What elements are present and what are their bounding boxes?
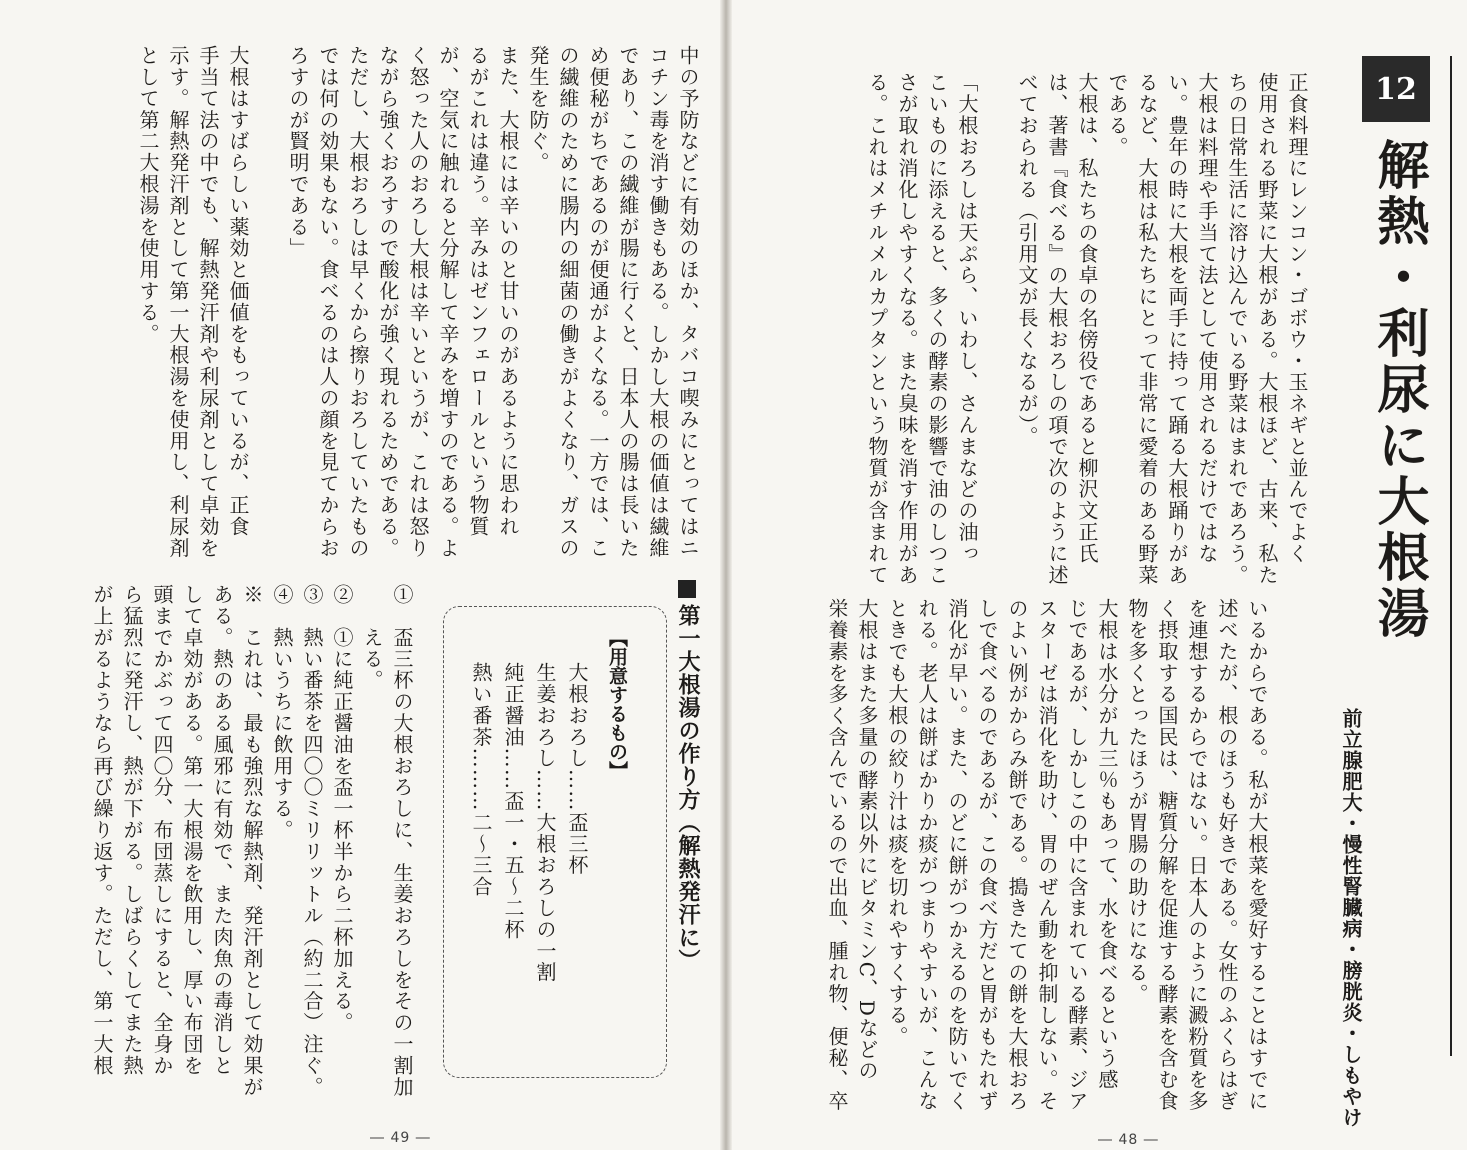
page-folio-49: ― 49 ― xyxy=(370,1130,431,1146)
text-line: ② ①に純正醤油を盃一杯半から二杯加える。 xyxy=(330,584,354,1034)
left-upper-text xyxy=(133,45,703,559)
right-lower-text xyxy=(822,598,1272,1112)
chapter-rule xyxy=(1450,56,1452,1056)
text-line: が、空気に触れると分解して辛みを増すのである。よ xyxy=(436,45,460,559)
text-line: 示す。解熱発汗剤として第一大根湯を使用し、利尿剤 xyxy=(166,45,190,559)
text-line: しで食べるのであるが、この食べ方だと胃がもたれず xyxy=(975,598,999,1112)
text-line: のよい例がからみ餅である。搗きたての餅を大根おろ xyxy=(1005,598,1029,1112)
text-line: では何の効果もない。食べるのは人の顔を見てからお xyxy=(316,45,340,559)
text-line: が上がるようなら再び繰り返す。ただし、第一大根 xyxy=(90,584,114,1077)
recipe-heading xyxy=(672,580,702,972)
indication-subtitle: 前立腺肥大・慢性腎臓病・膀胱炎・しもやけ xyxy=(1339,708,1363,1128)
text-line: ら猛烈に発汗し、熱が下がる。しばらくしてまた熱 xyxy=(120,584,144,1077)
text-line: ろすのが賢明である」 xyxy=(286,45,310,259)
text-line: るがこれは違う。辛みはゼンフェロールという物質 xyxy=(466,45,490,538)
text-line: を連想するからではない。日本人のように澱粉質を多 xyxy=(1185,598,1209,1112)
ingredient-item: 生姜おろし……大根おろしの一割 xyxy=(533,662,557,983)
text-line: また、大根には辛いのと甘いのがあるように思われ xyxy=(496,45,520,538)
text-line: く摂取する国民は、糖質分解を促進する酵素を含む食 xyxy=(1155,598,1179,1112)
text-line: 述べたが、根のほうも好きである。女性のふくらはぎ xyxy=(1215,598,1239,1112)
ingredient-item: 純正醤油……盃一・五〜二杯 xyxy=(501,662,525,941)
text-line: 大根は水分が九三％もあって、水を食べるという感 xyxy=(1095,598,1119,1091)
square-bullet-icon xyxy=(678,580,696,598)
text-line: える。 xyxy=(360,584,384,691)
text-line: 頭までかぶって四〇分、布団蒸しにすると、全身か xyxy=(150,584,174,1077)
text-line: ながら強くおろすので酸化が強く現れるためである。 xyxy=(376,45,400,559)
text-line: 使用される野菜に大根がある。大根ほど、古来、私た xyxy=(1255,72,1279,586)
text-line: め便秘がちであるのが便通がよくなる。一方では、こ xyxy=(586,45,610,559)
right-upper-text xyxy=(862,72,1312,586)
text-line: ※ これは、最も強烈な解熱剤、発汗剤として効果が xyxy=(240,584,264,1098)
text-line: である。 xyxy=(1105,72,1129,158)
text-line: ときでも大根の絞り汁は痰を切れやすくする。 xyxy=(885,598,909,1048)
text-line: れる。老人は餅ばかりか痰がつまりやすいが、こんな xyxy=(915,598,939,1112)
recipe-heading-text: 第一大根湯の作り方（解熱発汗に） xyxy=(675,604,700,972)
text-line: スターゼは消化を助け、胃のぜん動を抑制しない。そ xyxy=(1035,598,1059,1112)
text-line: 中の予防などに有効のほか、タバコ喫みにとってはニ xyxy=(676,45,700,559)
text-line: として第二大根湯を使用する。 xyxy=(136,45,160,345)
text-line: 物を多くとったほうが胃腸の助けになる。 xyxy=(1125,598,1149,1005)
text-line: 大根はまた多量の酵素以外にビタミンC、Dなどの xyxy=(855,598,879,1082)
text-line: く怒った人のおろし大根は辛いというが、これは怒り xyxy=(406,45,430,559)
text-line: い。豊年の時に大根を両手に持って踊る大根踊りがあ xyxy=(1165,72,1189,586)
text-line: 大根は料理や手当て法として使用されるだけではな xyxy=(1195,72,1219,565)
text-line: ある。熱のある風邪に有効で、また肉魚の毒消しと xyxy=(210,584,234,1077)
text-line: 手当て法の中でも、解熱発汗剤や利尿剤として卓効を xyxy=(196,45,220,559)
text-line: ちの日常生活に溶け込んでいる野菜はまれであろう。 xyxy=(1225,72,1249,586)
text-line: さが取れ消化しやすくなる。また臭味を消す作用があ xyxy=(895,72,919,586)
text-line xyxy=(982,72,1012,572)
recipe-steps xyxy=(87,584,417,1098)
text-line: る。これはメチルメルカプタンという物質が含まれて xyxy=(865,72,889,586)
page-folio-48: ― 48 ― xyxy=(1098,1132,1159,1148)
ingredient-item: 大根おろし……盃三杯 xyxy=(565,662,589,876)
text-line: ① 盃三杯の大根おろしに、生姜おろしをその一割加 xyxy=(390,584,414,1098)
ingredient-item: 熱い番茶………二〜三合 xyxy=(469,662,493,898)
text-line: 大根は、私たちの食卓の名傍役であると柳沢文正氏 xyxy=(1075,72,1099,565)
text-line: であり、この繊維が腸に行くと、日本人の腸は長いた xyxy=(616,45,640,559)
text-line: ④ 熱いうちに飲用する。 xyxy=(270,584,294,841)
chapter-number-badge: 12 xyxy=(1362,56,1430,122)
text-line: 「大根おろしは天ぷら、いわし、さんまなどの油っ xyxy=(955,72,979,565)
book-gutter xyxy=(720,0,732,1150)
text-line: べておられる（引用文が長くなるが）。 xyxy=(1015,72,1039,448)
text-line: 大根はすばらしい薬効と価値をもっているが、正食 xyxy=(226,45,250,538)
text-line: 消化が早い。また、のどに餅がつかえるのを防いでく xyxy=(945,598,969,1112)
text-line: コチン毒を消す働きもある。しかし大根の価値は繊維 xyxy=(646,45,670,559)
text-line: は、著書『食べる』の大根おろしの項で次のように述 xyxy=(1045,72,1069,586)
text-line: 栄養素を多く含んでいるので出血、腫れ物、便秘、卒 xyxy=(825,598,849,1112)
chapter-title: 解熱・利尿に大根湯 xyxy=(1368,138,1428,642)
text-line: 正食料理にレンコン・ゴボウ・玉ネギと並んでよく xyxy=(1285,72,1309,565)
text-line: こいものに添えると、多くの酵素の影響で油のしつこ xyxy=(925,72,949,586)
text-line: ただし、大根おろしは早くから擦りおろしていたもの xyxy=(346,45,370,559)
text-line: して卓効がある。第一大根湯を飲用し、厚い布団を xyxy=(180,584,204,1077)
text-line: 発生を防ぐ。 xyxy=(526,45,550,174)
text-line: の繊維のために腸内の細菌の働きがよくなり、ガスの xyxy=(556,45,580,559)
text-line: じであるが、しかしこの中に含まれている酵素、ジア xyxy=(1065,598,1089,1112)
ingredients-heading: 【用意するもの】 xyxy=(606,628,628,780)
text-line xyxy=(253,45,283,545)
text-line: ③ 熱い番茶を四〇〇ミリリットル（約二合）注ぐ。 xyxy=(300,584,324,1098)
text-line: るなど、大根は私たちにとって非常に愛着のある野菜 xyxy=(1135,72,1159,586)
text-line: いるからである。私が大根菜を愛好することはすでに xyxy=(1245,598,1269,1112)
